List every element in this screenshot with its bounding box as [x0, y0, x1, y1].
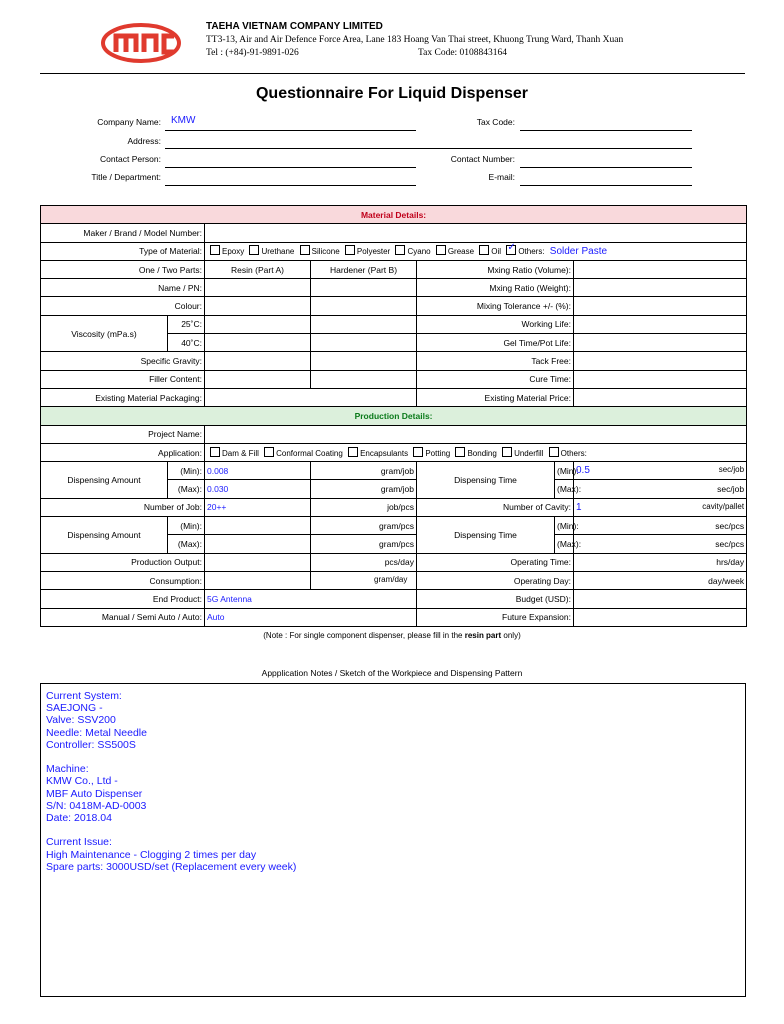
application-options	[205, 443, 747, 461]
budget-label: Budget (USD):	[417, 590, 574, 608]
checkbox-urethane[interactable]	[249, 245, 259, 255]
table-row	[41, 352, 747, 370]
resin-name-value[interactable]	[205, 279, 311, 297]
questionnaire-table	[40, 205, 747, 627]
amount-pcs-max-value[interactable]	[205, 535, 311, 553]
end-product-value[interactable]: 5G Antenna	[205, 590, 417, 608]
address-line[interactable]	[165, 148, 692, 149]
note-bold: resin part	[464, 631, 502, 640]
max-label: (Max):	[555, 535, 574, 553]
table-row	[41, 443, 747, 461]
consumption-unit-overlay: gram/day	[374, 575, 408, 584]
table-row	[41, 590, 747, 608]
sketch-notes: Current System: SAEJONG - Valve: SSV200 Needle: Metal Needle Controller: SS500S Machine: KMW Co., Ltd - MBF Auto Dispenser S/N: 0418M-AD-0003 Date: 2018.04 Current Issue: High Maintenance - Clogging 2 times per day Spare parts: 3000USD/set (Replacement every week)	[46, 690, 297, 873]
checkbox-label: Oil	[491, 247, 502, 257]
time-pcs-min-cell[interactable]: sec/pcs	[574, 517, 747, 535]
production-section-header: Production Details:	[41, 407, 747, 425]
type-material-label: Type of Material:	[41, 242, 205, 260]
production-section-row	[41, 407, 747, 425]
checkbox-label: Dam & Fill	[222, 449, 259, 458]
checkbox-label: Conformal Coating	[276, 449, 343, 458]
mixing-ratio-volume-label: Mxing Ratio (Volume):	[417, 260, 574, 278]
checkbox-encapsulants[interactable]	[348, 447, 358, 457]
unit-cavity-pallet: cavity/pallet	[702, 501, 745, 511]
title-department-line[interactable]	[165, 185, 416, 186]
company-address: TT3-13, Air and Air Defence Force Area, Lane 183 Hoang Van Thai street, Khuong Trung Ward, Thanh Xuan	[206, 35, 624, 45]
note-prefix: (Note : For single component dispenser, please fill in the	[263, 631, 465, 640]
viscosity-25-label: 25˚C:	[168, 315, 205, 333]
min-label: (Min):	[168, 462, 205, 480]
project-name-value[interactable]	[205, 425, 747, 443]
sketch-title: Appplication Notes / Sketch of the Workpiece and Dispensing Pattern	[261, 668, 523, 678]
cure-time-value[interactable]	[574, 370, 747, 388]
hardener-viscosity-25-value[interactable]	[311, 315, 417, 333]
table-row	[41, 425, 747, 443]
mixing-tolerance-label: Mixing Tolerance +/- (%):	[417, 297, 574, 315]
dispensing-time-job-label: Dispensing Time	[417, 462, 555, 499]
unit-sec-job: sec/job	[718, 465, 745, 475]
operating-day-cell[interactable]: day/week	[574, 571, 747, 589]
contact-person-line[interactable]	[165, 167, 416, 168]
colour-label: Colour:	[41, 297, 205, 315]
hardener-specific-gravity-value[interactable]	[311, 352, 417, 370]
budget-value[interactable]	[574, 590, 747, 608]
mixing-ratio-weight-value[interactable]	[574, 279, 747, 297]
checkbox-label: Silicone	[311, 247, 340, 257]
checkbox-label: Bonding	[467, 449, 497, 458]
unit-gram-pcs: gram/pcs	[311, 517, 417, 535]
hardener-name-value[interactable]	[311, 279, 417, 297]
checkbox-label: Others:	[518, 247, 545, 257]
project-name-label: Project Name:	[41, 425, 205, 443]
time-pcs-max-cell[interactable]: sec/pcs	[574, 535, 747, 553]
checkbox-polyester[interactable]	[345, 245, 355, 255]
checkbox-label: Cyano	[407, 247, 431, 257]
unit-gram-job: gram/job	[311, 462, 417, 480]
checkbox-underfill[interactable]	[502, 447, 512, 457]
company-tel: Tel : (+84)-91-9891-026	[206, 48, 299, 58]
amount-pcs-min-value[interactable]	[205, 517, 311, 535]
min-label: (Min):	[168, 517, 205, 535]
header-divider	[40, 73, 745, 74]
resin-viscosity-25-value[interactable]	[205, 315, 311, 333]
email-line[interactable]	[520, 185, 692, 186]
checkbox-conformal-coating[interactable]	[264, 447, 274, 457]
checkbox-label: Encapsulants	[360, 449, 409, 458]
material-section-header: Material Details:	[41, 206, 747, 224]
mixing-ratio-weight-label: Mxing Ratio (Weight):	[417, 279, 574, 297]
company-name-value[interactable]: KMW	[171, 115, 196, 126]
checkbox-cyano[interactable]	[395, 245, 405, 255]
maker-label: Maker / Brand / Model Number:	[41, 224, 205, 242]
gel-time-value[interactable]	[574, 334, 747, 352]
time-min-cell[interactable]	[574, 462, 747, 480]
number-of-cavity-label: Number of Cavity:	[417, 498, 574, 516]
tax-code-label: Tax Code:	[476, 117, 515, 127]
material-section-row	[41, 206, 747, 224]
mixing-ratio-volume-value[interactable]	[574, 260, 747, 278]
tax-code-line[interactable]	[520, 130, 692, 131]
checkbox-bonding[interactable]	[455, 447, 465, 457]
hardener-filler-value[interactable]	[311, 370, 417, 388]
checkbox-oil[interactable]	[479, 245, 489, 255]
viscosity-label: Viscosity (mPa.s)	[41, 315, 168, 352]
table-row	[41, 279, 747, 297]
tack-free-value[interactable]	[574, 352, 747, 370]
contact-number-line[interactable]	[520, 167, 692, 168]
operating-time-cell[interactable]: hrs/day	[574, 553, 747, 571]
working-life-value[interactable]	[574, 315, 747, 333]
one-two-parts-label: One / Two Parts:	[41, 260, 205, 278]
contact-number-label: Contact Number:	[450, 154, 515, 164]
cavity-cell[interactable]	[574, 498, 747, 516]
application-label: Application:	[41, 443, 205, 461]
checkbox-grease[interactable]	[436, 245, 446, 255]
company-name-label: Company Name:	[97, 117, 161, 127]
operating-day-label: Operating Day:	[417, 571, 574, 589]
cure-time-label: Cure Time:	[417, 370, 574, 388]
checkbox-label: Epoxy	[222, 247, 245, 257]
checkbox-label: Others:	[560, 449, 587, 458]
resin-header: Resin (Part A)	[205, 260, 311, 278]
production-output-value[interactable]	[205, 553, 311, 571]
checkbox-label: Polyester	[356, 247, 391, 257]
checkbox-label: Grease	[447, 247, 475, 257]
checkbox-others[interactable]	[549, 447, 559, 457]
min-label: (Min):	[555, 462, 574, 480]
unit-gram-job: gram/job	[311, 480, 417, 498]
consumption-value[interactable]	[205, 571, 311, 589]
maker-value[interactable]	[205, 224, 747, 242]
unit-job-pcs: job/pcs	[311, 498, 417, 516]
material-price-label: Existing Material Price:	[417, 388, 574, 406]
table-row	[41, 260, 747, 278]
dispensing-time-pcs-label: Dispensing Time	[417, 517, 555, 554]
hardener-header: Hardener (Part B)	[311, 260, 417, 278]
resin-colour-value[interactable]	[205, 297, 311, 315]
table-row	[41, 297, 747, 315]
table-row	[41, 553, 747, 571]
time-max-cell[interactable]: sec/job	[574, 480, 747, 498]
amount-max-value[interactable]: 0.030	[205, 480, 311, 498]
hardener-colour-value[interactable]	[311, 297, 417, 315]
hardener-viscosity-40-value[interactable]	[311, 334, 417, 352]
operating-time-label: Operating Time:	[417, 553, 574, 571]
table-row	[41, 370, 747, 388]
packaging-label: Existing Material Packaging:	[41, 388, 205, 406]
note-suffix: only)	[501, 631, 521, 640]
number-of-job-label: Number of Job:	[41, 498, 205, 516]
checkbox-dam-fill[interactable]	[210, 447, 220, 457]
resin-filler-value[interactable]	[205, 370, 311, 388]
table-row	[41, 315, 747, 333]
future-expansion-label: Future Expansion:	[417, 608, 574, 626]
title-department-label: Title / Department:	[91, 172, 161, 182]
max-label: (Max):	[168, 535, 205, 553]
unit-pcs-day: pcs/day	[311, 553, 417, 571]
page-title: Questionnaire For Liquid Dispenser	[255, 85, 529, 102]
table-row	[41, 498, 747, 516]
number-of-job-value[interactable]: 20++	[205, 498, 311, 516]
end-product-label: End Product:	[41, 590, 205, 608]
address-label: Address:	[127, 136, 161, 146]
table-row	[41, 517, 747, 535]
manual-auto-label: Manual / Semi Auto / Auto:	[41, 608, 205, 626]
contact-person-label: Contact Person:	[100, 154, 161, 164]
table-row	[41, 242, 747, 260]
type-material-options	[205, 242, 747, 260]
checkbox-silicone[interactable]	[300, 245, 310, 255]
company-tax-code: Tax Code: 0108843164	[418, 48, 508, 58]
company-name: TAEHA VIETNAM COMPANY LIMITED	[206, 21, 383, 32]
tack-free-label: Tack Free:	[417, 352, 574, 370]
max-label: (Max):	[555, 480, 574, 498]
email-label: E-mail:	[488, 172, 515, 182]
checkbox-label: Urethane	[261, 247, 295, 257]
checkbox-label: Underfill	[514, 449, 544, 458]
table-row	[41, 388, 747, 406]
manual-auto-value[interactable]: Auto	[205, 608, 417, 626]
dispensing-amount-pcs-label: Dispensing Amount	[41, 517, 168, 554]
working-life-label: Working Life:	[417, 315, 574, 333]
checkbox-epoxy[interactable]	[210, 245, 220, 255]
packaging-value[interactable]	[205, 388, 417, 406]
specific-gravity-label: Specific Gravity:	[41, 352, 205, 370]
number-of-cavity-value: 1	[576, 501, 582, 513]
consumption-label: Consumption:	[41, 571, 205, 589]
amount-min-value[interactable]: 0.008	[205, 462, 311, 480]
checkbox-potting[interactable]	[413, 447, 423, 457]
viscosity-40-label: 40˚C:	[168, 334, 205, 352]
unit-gram-pcs: gram/pcs	[311, 535, 417, 553]
checkbox-label: Potting	[425, 449, 451, 458]
checkmark-icon: ✓	[507, 242, 516, 254]
company-logo	[100, 22, 182, 64]
table-row	[41, 462, 747, 480]
name-pn-label: Name / PN:	[41, 279, 205, 297]
future-expansion-value[interactable]	[574, 608, 747, 626]
filler-content-label: Filler Content:	[41, 370, 205, 388]
note-text	[0, 631, 784, 640]
time-min-value: 0.5	[576, 465, 590, 477]
table-row	[41, 608, 747, 626]
dispensing-amount-job-label: Dispensing Amount	[41, 462, 168, 499]
min-label: (Min):	[555, 517, 574, 535]
resin-specific-gravity-value[interactable]	[205, 352, 311, 370]
material-price-value[interactable]	[574, 388, 747, 406]
company-name-line	[165, 130, 416, 131]
gel-time-label: Gel Time/Pot Life:	[417, 334, 574, 352]
resin-viscosity-40-value[interactable]	[205, 334, 311, 352]
checkbox-others-checked[interactable]	[506, 242, 516, 255]
mixing-tolerance-value[interactable]	[574, 297, 747, 315]
other-material-value[interactable]: Solder Paste	[549, 246, 608, 258]
table-row	[41, 224, 747, 242]
production-output-label: Production Output:	[41, 553, 205, 571]
max-label: (Max):	[168, 480, 205, 498]
